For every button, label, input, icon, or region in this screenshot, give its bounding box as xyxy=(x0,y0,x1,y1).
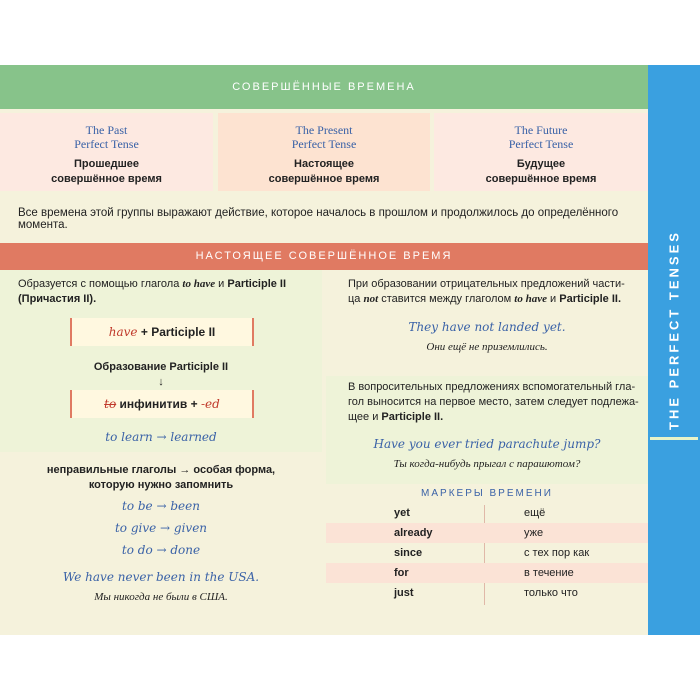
tense-ru-2: совершённое время xyxy=(51,173,162,185)
tense-card-present xyxy=(218,113,430,191)
side-marker xyxy=(650,437,698,440)
negative-example-ru: Они ещё не приземлились. xyxy=(426,341,548,353)
formation-text: Образуется с помощью глагола to have и Participle II (Причастия II). xyxy=(18,278,287,305)
page-title: СОВЕРШЁННЫЕ ВРЕМЕНА xyxy=(0,65,648,109)
marker-row: since с тех пор как xyxy=(394,547,590,559)
question-example-en: Have you ever tried parachute jump? xyxy=(373,437,601,451)
tense-en-1: The Future xyxy=(514,123,568,137)
example-give: to give → given xyxy=(114,521,208,535)
arrow-down-icon: ↓ xyxy=(158,376,164,388)
tense-ru-1: Настоящее xyxy=(294,158,354,170)
markers-title: МАРКЕРЫ ВРЕМЕНИ xyxy=(421,488,553,499)
p2-title: Образование Participle II xyxy=(93,361,229,373)
marker-row: already уже xyxy=(326,523,648,543)
example-learn: to learn → learned xyxy=(105,430,217,444)
negative-example-en: They have not landed yet. xyxy=(408,320,566,334)
section-title: НАСТОЯЩЕЕ СОВЕРШЁННОЕ ВРЕМЯ xyxy=(0,243,648,270)
formula-infinitive-ed: to инфинитив + -ed xyxy=(70,390,254,418)
irregular-text: неправильные глаголы → особая форма, которую нужно запомнить xyxy=(46,464,276,491)
tense-ru-1: Прошедшее xyxy=(73,158,140,170)
tense-en-1: The Past xyxy=(85,123,128,137)
tense-ru-1: Будущее xyxy=(516,158,566,170)
tense-cards xyxy=(0,109,648,195)
intro-text: Все времена этой группы выражают действие, которое началось в прошлом и продолжилось до определённого момента. xyxy=(18,207,619,231)
tense-en-2: Perfect Tense xyxy=(508,137,574,151)
marker-row: for в течение xyxy=(326,563,648,583)
example-be: to be → been xyxy=(122,499,200,513)
negative-text: При образовании отрицательных предложений части- ца not ставится между глаголом to have и Participle II. xyxy=(348,278,625,305)
question-example-ru: Ты когда-нибудь прыгал с парашютом? xyxy=(393,458,581,470)
tense-en-1: The Present xyxy=(295,123,353,137)
side-title: THE PERFECT TENSES xyxy=(666,230,682,430)
example-do: to do → done xyxy=(121,543,201,557)
tense-en-2: Perfect Tense xyxy=(74,137,139,151)
example-usa-ru: Мы никогда не были в США. xyxy=(94,591,228,603)
marker-row: yet ещё xyxy=(394,507,546,519)
marker-row: just только что xyxy=(394,587,578,599)
tense-card-future xyxy=(434,113,648,191)
formula-have-participle: have + Participle II xyxy=(70,318,254,346)
example-usa-en: We have never been in the USA. xyxy=(62,570,260,584)
tense-ru-2: совершённое время xyxy=(268,173,380,185)
tense-card-past xyxy=(0,113,213,191)
tense-ru-2: совершённое время xyxy=(485,173,597,185)
question-text: В вопросительных предложениях вспомогательный гла- гол выносится на первое место, затем следует подлежа- щее и Participle II. xyxy=(348,381,639,423)
tense-en-2: Perfect Tense xyxy=(291,137,357,151)
